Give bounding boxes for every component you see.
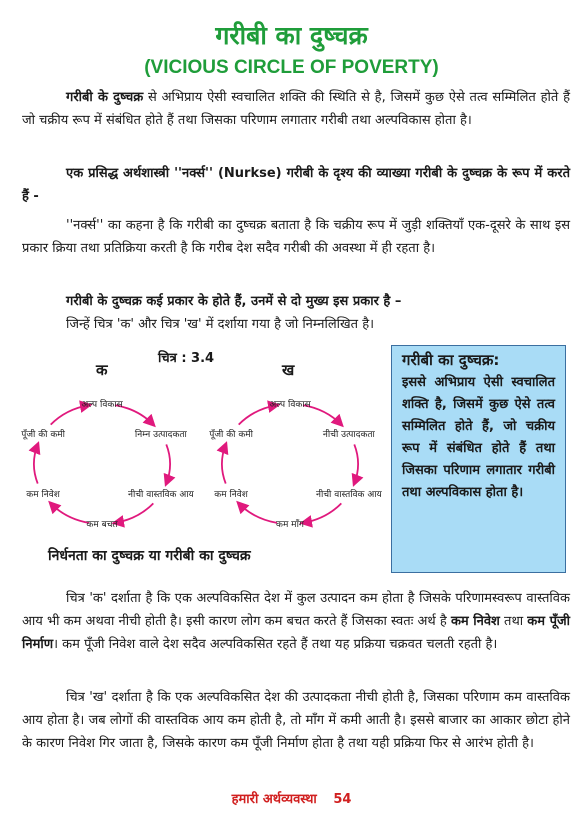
cycle-a-arrow-3 — [51, 503, 89, 523]
para5-text-a: चित्र 'क' दर्शाता है कि एक अल्पविकसित देश में कुल उत्पादन कम होता है जिसके परिणामस्वरूप वास्तविक आय भी कम अथवा नीची होती है। इसी कारण लोग कम बचत करते हैं जिसका स्वतः अर्थ है — [22, 591, 570, 629]
para5-text-c: । कम पूँजी निवेश वाले देश सदैव अल्पविकसित रहते हैं तथा यह प्रक्रिया चक्रवत चलती रहती है। — [53, 637, 498, 652]
cycle-a-node-4: कम निवेश — [26, 490, 60, 500]
cycle-a-diagram — [21, 398, 194, 530]
cycle-b-node-4: कम निवेश — [214, 490, 248, 500]
cycle-b-node-1: नीची उत्पादकता — [322, 430, 375, 440]
cycle-a-node-2: नीची वास्तविक आय — [128, 490, 194, 500]
paragraph-types: गरीबी के दुष्चक्र कई प्रकार के होते हैं, उनमें से दो मुख्य इस प्रकार है – — [66, 294, 402, 309]
page-footer — [0, 789, 583, 807]
figure-label-b: ख — [282, 361, 295, 379]
cycle-a-node-1: निम्न उत्पादकता — [134, 430, 187, 440]
cycle-b-arrow-4 — [222, 444, 226, 483]
cycle-a-node-0: अल्प विकास — [81, 400, 123, 410]
figure-caption: निर्धनता का दुष्चक्र या गरीबी का दुष्चक्र — [48, 548, 251, 564]
cycle-b-node-3: कम माँग — [276, 520, 304, 530]
cycle-b-node-5: पूँजी की कमी — [209, 430, 253, 440]
cycle-a-arrow-4 — [34, 444, 38, 483]
cycle-b-arrow-3 — [239, 503, 277, 523]
cycle-b-arrow-1 — [354, 444, 358, 483]
page-number: 54 — [333, 792, 352, 807]
definition-text: से अभिप्राय ऐसी स्वचालित शक्ति की स्थिति से है, जिसमें कुछ ऐसे तत्व सम्मिलित होते हैं जो चक्रीय रूप में संबंधित होते हैं तथा जिसका परिणाम लगातार गरीबी तथा अल्पविकास होता है। — [22, 90, 570, 128]
paragraph-types-rest: जिन्हें चित्र 'क' और चित्र 'ख' में दर्शाया गया है जो निम्नलिखित है। — [66, 317, 375, 332]
cycle-b-arrow-2 — [303, 503, 341, 523]
footer-book-title: हमारी अर्थव्यवस्था — [231, 792, 317, 807]
para5-bold-1: कम निवेश — [450, 614, 500, 629]
page-subtitle: (VICIOUS CIRCLE OF POVERTY) — [144, 57, 439, 78]
figure-number: चित्र : 3.4 — [158, 351, 215, 366]
cycle-a-arrow-1 — [166, 444, 170, 483]
cycle-b-diagram — [209, 398, 382, 530]
definition-box-title: गरीबी का दुष्चक्र: — [402, 351, 500, 369]
cycle-a-node-3: कम बचत — [86, 520, 118, 530]
term-bold: गरीबी के दुष्चक्र — [66, 90, 144, 105]
definition-box-text: इससे अभिप्राय ऐसी स्वचालित शक्ति है, जिसमें कुछ ऐसे तत्व सम्मिलित होते हैं, जो चक्रीय रूप में संबंधित होते हैं तथा जिसका परिणाम लगातार गरीबी तथा अल्पविकास होता है। — [402, 375, 555, 500]
page-title: गरीबी का दुष्चक्र — [215, 21, 368, 50]
figure-label-a: क — [96, 361, 108, 379]
cycle-a-node-5: पूँजी की कमी — [21, 430, 65, 440]
paragraph-figure-b: चित्र 'ख' दर्शाता है कि एक अल्पविकसित देश की उत्पादकता नीची होती है, जिसका परिणाम कम वास्तविक आय होता है। जब लोगों की वास्तविक आय कम होती है, तो माँग में कमी आती है। इससे बाजार का आकार छोटा होने के कारण निवेश गिर जाता है, जिसके कारण कम पूँजी निर्माण होता है तथा यही प्रक्रिया फिर से आरंभ होती है। — [22, 690, 570, 751]
paragraph-figure-a — [22, 587, 570, 656]
para5-mid: तथा — [499, 614, 528, 629]
paragraph-nurkse: एक प्रसिद्ध अर्थशास्त्री ''नर्क्स'' (Nurkse) गरीबी के दृश्य की व्याख्या गरीबी के दुष्चक्र के रूप में करते हैं - — [22, 166, 570, 204]
para5-bold-2: कम पूँजी निर्माण — [22, 614, 570, 652]
cycle-b-node-0: अल्प विकास — [269, 400, 311, 410]
cycle-b-node-2: नीची वास्तविक आय — [316, 490, 382, 500]
cycle-a-arrow-2 — [115, 503, 153, 523]
paragraph-nurkse-quote: ''नर्क्स'' का कहना है कि गरीबी का दुष्चक्र बताता है कि चक्रीय रूप में जुड़ी शक्तियाँ एक-दूसरे के साथ इस प्रकार क्रिया तथा प्रतिक्रिया करती है कि गरीब देश सदैव गरीबी की अवस्था में ही रहता है। — [22, 218, 570, 256]
definition-box — [391, 345, 566, 573]
